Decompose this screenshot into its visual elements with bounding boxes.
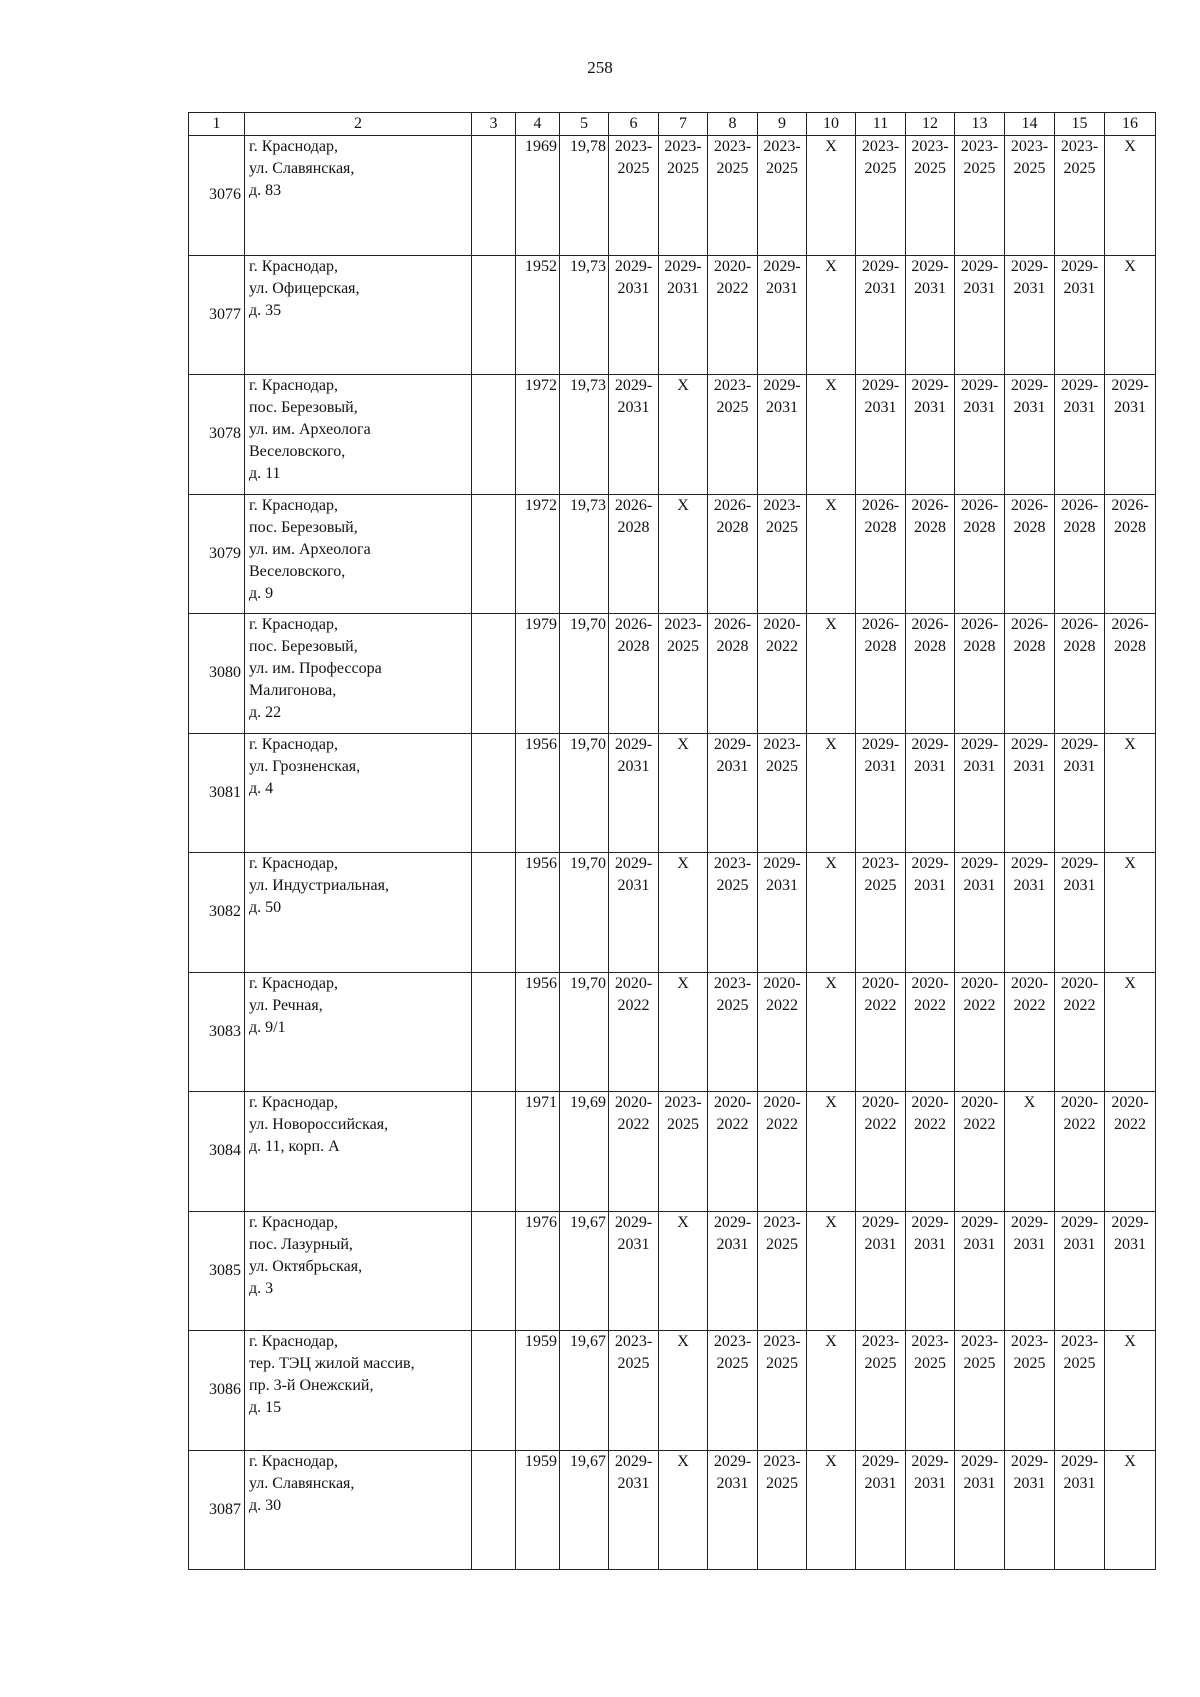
column-header: 8 [708,113,758,136]
column-header: 6 [609,113,659,136]
period-cell: X [659,1331,708,1451]
period-cell: 2029- 2031 [856,1211,906,1331]
period-cell: 2029- 2031 [1055,375,1105,495]
period-cell: 2029- 2031 [955,375,1005,495]
period-cell: 2023- 2025 [856,136,906,256]
period-cell: X [1105,972,1156,1092]
period-cell: 2026- 2028 [906,494,955,614]
period-cell: X [1105,255,1156,375]
period-cell: 2029- 2031 [906,853,955,973]
period-cell: X [1105,1450,1156,1570]
period-cell: 2020- 2022 [906,1092,955,1212]
period-cell: 2023- 2025 [708,1331,758,1451]
area-cell: 19,70 [560,972,609,1092]
address-cell: г. Краснодар, ул. Новороссийская, д. 11, корп. А [245,1092,472,1212]
period-cell: 2020- 2022 [856,972,906,1092]
row-number: 3079 [189,494,245,614]
period-cell: 2020- 2022 [708,1092,758,1212]
table-body [189,136,1156,1570]
address-cell: г. Краснодар, тер. ТЭЦ жилой массив, пр. 3-й Онежский, д. 15 [245,1331,472,1451]
period-cell: 2029- 2031 [1055,853,1105,973]
column-3-cell [472,972,516,1092]
period-cell: 2023- 2025 [758,494,807,614]
column-3-cell [472,1331,516,1451]
period-cell: 2029- 2031 [1005,853,1055,973]
table-row [189,255,1156,375]
table-row [189,1211,1156,1331]
table-row [189,1092,1156,1212]
column-3-cell [472,494,516,614]
address-cell: г. Краснодар, пос. Березовый, ул. им. Археолога Веселовского, д. 11 [245,375,472,495]
column-header: 4 [516,113,560,136]
period-cell: 2029- 2031 [955,255,1005,375]
period-cell: 2029- 2031 [1055,733,1105,853]
period-cell: 2029- 2031 [609,733,659,853]
table-row [189,614,1156,734]
period-cell: 2026- 2028 [1105,614,1156,734]
period-cell: 2020- 2022 [758,972,807,1092]
period-cell: X [807,375,856,495]
column-3-cell [472,614,516,734]
period-cell: 2026- 2028 [955,494,1005,614]
period-cell: X [807,1450,856,1570]
period-cell: X [659,1450,708,1570]
period-cell: 2029- 2031 [906,1211,955,1331]
column-header: 3 [472,113,516,136]
period-cell: 2023- 2025 [856,853,906,973]
period-cell: 2029- 2031 [955,1450,1005,1570]
period-cell: X [659,972,708,1092]
period-cell: 2029- 2031 [955,733,1005,853]
row-number: 3084 [189,1092,245,1212]
column-3-cell [472,375,516,495]
column-header: 9 [758,113,807,136]
address-cell: г. Краснодар, пос. Березовый, ул. им. Археолога Веселовского, д. 9 [245,494,472,614]
period-cell: 2029- 2031 [609,1211,659,1331]
period-cell: 2029- 2031 [955,853,1005,973]
column-3-cell [472,136,516,256]
period-cell: X [659,375,708,495]
period-cell: X [807,733,856,853]
column-3-cell [472,1450,516,1570]
year-cell: 1971 [516,1092,560,1212]
column-3-cell [472,255,516,375]
area-cell: 19,73 [560,255,609,375]
period-cell: 2029- 2031 [856,733,906,853]
year-cell: 1976 [516,1211,560,1331]
period-cell: 2029- 2031 [1055,1450,1105,1570]
period-cell: 2020- 2022 [1105,1092,1156,1212]
column-header: 1 [189,113,245,136]
year-cell: 1956 [516,972,560,1092]
period-cell: 2029- 2031 [1055,1211,1105,1331]
period-cell: 2029- 2031 [856,255,906,375]
period-cell: 2023- 2025 [758,1450,807,1570]
period-cell: 2029- 2031 [1005,1450,1055,1570]
period-cell: 2020- 2022 [609,1092,659,1212]
period-cell: 2020- 2022 [609,972,659,1092]
period-cell: 2029- 2031 [758,375,807,495]
period-cell: 2029- 2031 [1105,1211,1156,1331]
table-row [189,733,1156,853]
period-cell: X [1105,1331,1156,1451]
period-cell: 2023- 2025 [955,1331,1005,1451]
period-cell: 2026- 2028 [609,494,659,614]
period-cell: 2023- 2025 [659,614,708,734]
address-cell: г. Краснодар, ул. Славянская, д. 83 [245,136,472,256]
period-cell: 2029- 2031 [1005,375,1055,495]
period-cell: 2020- 2022 [955,1092,1005,1212]
period-cell: 2029- 2031 [708,1211,758,1331]
period-cell: 2029- 2031 [1005,733,1055,853]
period-cell: 2029- 2031 [906,1450,955,1570]
period-cell: 2023- 2025 [609,136,659,256]
period-cell: X [659,494,708,614]
period-cell: 2029- 2031 [906,733,955,853]
period-cell: 2029- 2031 [758,255,807,375]
period-cell: X [1105,733,1156,853]
table-row [189,375,1156,495]
period-cell: 2029- 2031 [609,853,659,973]
row-number: 3078 [189,375,245,495]
column-3-cell [472,733,516,853]
period-cell: 2026- 2028 [1005,494,1055,614]
year-cell: 1952 [516,255,560,375]
column-header: 15 [1055,113,1105,136]
period-cell: 2020- 2022 [1055,1092,1105,1212]
area-cell: 19,73 [560,375,609,495]
period-cell: X [807,494,856,614]
period-cell: 2023- 2025 [708,136,758,256]
period-cell: X [807,1092,856,1212]
period-cell: 2029- 2031 [609,1450,659,1570]
year-cell: 1959 [516,1450,560,1570]
period-cell: 2023- 2025 [708,375,758,495]
column-header: 11 [856,113,906,136]
period-cell: 2026- 2028 [856,614,906,734]
period-cell: 2020- 2022 [906,972,955,1092]
period-cell: 2023- 2025 [906,1331,955,1451]
period-cell: X [659,733,708,853]
area-cell: 19,70 [560,853,609,973]
row-number: 3077 [189,255,245,375]
period-cell: 2020- 2022 [758,1092,807,1212]
period-cell: 2023- 2025 [1055,1331,1105,1451]
column-header: 7 [659,113,708,136]
period-cell: 2020- 2022 [1055,972,1105,1092]
period-cell: 2026- 2028 [708,614,758,734]
period-cell: 2029- 2031 [609,255,659,375]
area-cell: 19,67 [560,1211,609,1331]
period-cell: 2026- 2028 [1105,494,1156,614]
period-cell: 2029- 2031 [1005,255,1055,375]
period-cell: 2020- 2022 [758,614,807,734]
period-cell: 2023- 2025 [609,1331,659,1451]
column-header: 5 [560,113,609,136]
table-row [189,136,1156,256]
table-row [189,972,1156,1092]
year-cell: 1959 [516,1331,560,1451]
period-cell: 2029- 2031 [609,375,659,495]
period-cell: 2023- 2025 [1005,1331,1055,1451]
period-cell: X [807,136,856,256]
period-cell: X [1005,1092,1055,1212]
housing-register-table [188,112,1156,1570]
period-cell: X [659,853,708,973]
page-number: 258 [587,58,613,77]
row-number: 3083 [189,972,245,1092]
column-header: 13 [955,113,1005,136]
year-cell: 1969 [516,136,560,256]
period-cell: 2020- 2022 [1005,972,1055,1092]
period-cell: 2023- 2025 [856,1331,906,1451]
column-header: 10 [807,113,856,136]
year-cell: 1972 [516,375,560,495]
address-cell: г. Краснодар, ул. Индустриальная, д. 50 [245,853,472,973]
address-cell: г. Краснодар, пос. Березовый, ул. им. Профессора Малигонова, д. 22 [245,614,472,734]
period-cell: X [807,1211,856,1331]
address-cell: г. Краснодар, ул. Офицерская, д. 35 [245,255,472,375]
period-cell: 2029- 2031 [1055,255,1105,375]
period-cell: X [807,853,856,973]
column-3-cell [472,1092,516,1212]
period-cell: 2023- 2025 [708,853,758,973]
period-cell: X [1105,853,1156,973]
period-cell: 2023- 2025 [659,136,708,256]
period-cell: 2023- 2025 [758,1211,807,1331]
table-row [189,494,1156,614]
area-cell: 19,67 [560,1331,609,1451]
period-cell: 2020- 2022 [708,255,758,375]
address-cell: г. Краснодар, ул. Грозненская, д. 4 [245,733,472,853]
address-cell: г. Краснодар, ул. Славянская, д. 30 [245,1450,472,1570]
column-header: 16 [1105,113,1156,136]
period-cell: 2029- 2031 [856,375,906,495]
table-row [189,1331,1156,1451]
period-cell: 2029- 2031 [856,1450,906,1570]
period-cell: X [807,972,856,1092]
period-cell: X [807,1331,856,1451]
address-cell: г. Краснодар, ул. Речная, д. 9/1 [245,972,472,1092]
area-cell: 19,73 [560,494,609,614]
period-cell: 2026- 2028 [1055,614,1105,734]
period-cell: 2029- 2031 [906,255,955,375]
row-number: 3087 [189,1450,245,1570]
column-header: 2 [245,113,472,136]
row-number: 3085 [189,1211,245,1331]
period-cell: 2023- 2025 [1055,136,1105,256]
period-cell: 2023- 2025 [906,136,955,256]
period-cell: 2023- 2025 [758,733,807,853]
row-number: 3081 [189,733,245,853]
column-3-cell [472,1211,516,1331]
period-cell: 2023- 2025 [758,136,807,256]
period-cell: 2023- 2025 [659,1092,708,1212]
area-cell: 19,78 [560,136,609,256]
year-cell: 1956 [516,733,560,853]
area-cell: 19,67 [560,1450,609,1570]
period-cell: 2026- 2028 [906,614,955,734]
period-cell: 2023- 2025 [1005,136,1055,256]
column-header: 12 [906,113,955,136]
row-number: 3086 [189,1331,245,1451]
row-number: 3082 [189,853,245,973]
period-cell: 2029- 2031 [708,733,758,853]
period-cell: 2029- 2031 [758,853,807,973]
period-cell: 2026- 2028 [955,614,1005,734]
area-cell: 19,69 [560,1092,609,1212]
period-cell: 2023- 2025 [758,1331,807,1451]
header-row [189,113,1156,136]
period-cell: 2026- 2028 [1005,614,1055,734]
column-header: 14 [1005,113,1055,136]
period-cell: 2023- 2025 [955,136,1005,256]
year-cell: 1979 [516,614,560,734]
period-cell: 2026- 2028 [609,614,659,734]
period-cell: 2020- 2022 [955,972,1005,1092]
area-cell: 19,70 [560,733,609,853]
period-cell: 2026- 2028 [1055,494,1105,614]
period-cell: X [659,1211,708,1331]
column-3-cell [472,853,516,973]
period-cell: 2029- 2031 [708,1450,758,1570]
area-cell: 19,70 [560,614,609,734]
period-cell: 2029- 2031 [955,1211,1005,1331]
period-cell: 2020- 2022 [856,1092,906,1212]
period-cell: 2029- 2031 [1105,375,1156,495]
period-cell: 2029- 2031 [659,255,708,375]
period-cell: X [807,255,856,375]
address-cell: г. Краснодар, пос. Лазурный, ул. Октябрьская, д. 3 [245,1211,472,1331]
period-cell: 2029- 2031 [1005,1211,1055,1331]
row-number: 3080 [189,614,245,734]
year-cell: 1972 [516,494,560,614]
period-cell: 2026- 2028 [856,494,906,614]
period-cell: 2023- 2025 [708,972,758,1092]
period-cell: X [807,614,856,734]
period-cell: 2026- 2028 [708,494,758,614]
row-number: 3076 [189,136,245,256]
period-cell: 2029- 2031 [906,375,955,495]
period-cell: X [1105,136,1156,256]
table-row [189,1450,1156,1570]
table-row [189,853,1156,973]
year-cell: 1956 [516,853,560,973]
